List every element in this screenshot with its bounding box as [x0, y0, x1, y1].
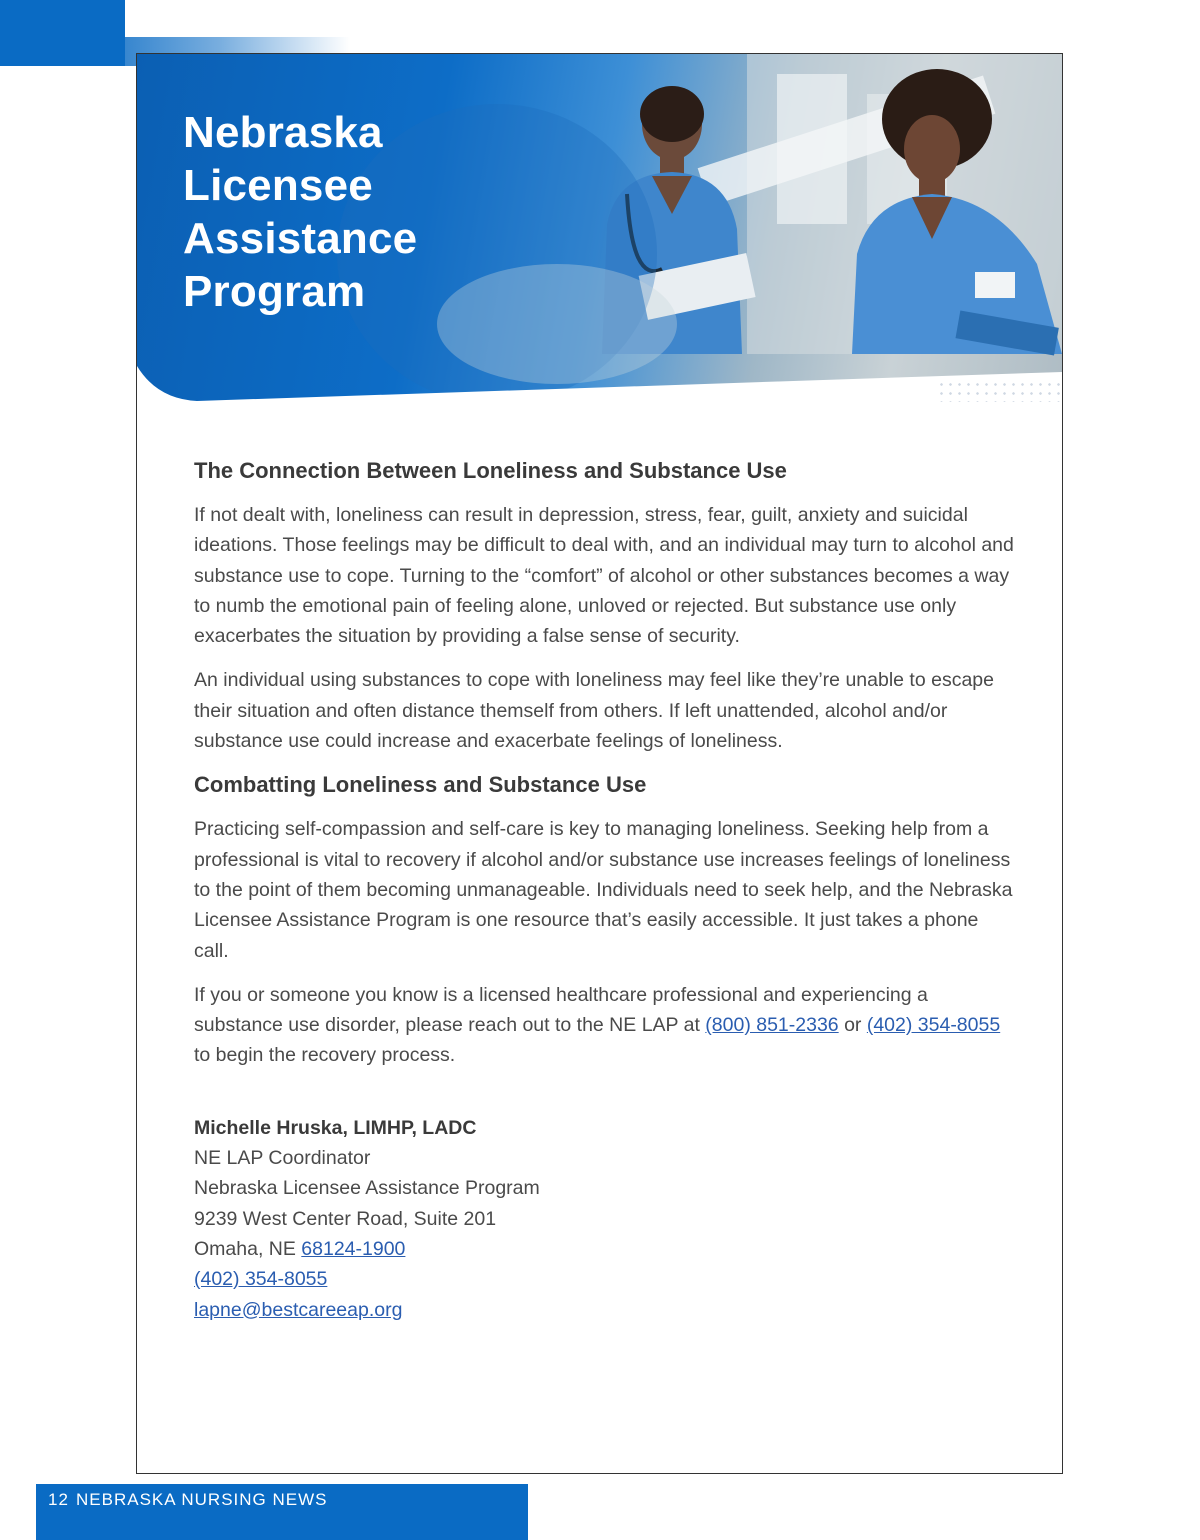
- zip-link[interactable]: 68124-1900: [301, 1237, 406, 1260]
- phone-link-800[interactable]: (800) 851-2336: [705, 1014, 839, 1037]
- hero-banner: [137, 54, 1062, 404]
- signature-email-link[interactable]: lapne@bestcareeap.org: [194, 1298, 403, 1321]
- paragraph-combatting-1: Practicing self-compassion and self-care is key to managing loneliness. Seeking help from a professional is vital to recovery if alcohol and/or substance use increases feelings of loneliness to the point of them becoming unmanageable. Individuals need to seek help, and the Nebraska Licensee Assistance Program is one resource that’s easily accessible. It just takes a phone call.: [194, 818, 1013, 962]
- signature-name: Michelle Hruska, LIMHP, LADC: [194, 1116, 477, 1139]
- article-panel: [136, 53, 1063, 1474]
- title-line-2: Licensee: [183, 161, 373, 210]
- footer-bar: [36, 1484, 528, 1540]
- signature-street: 9239 West Center Road, Suite 201: [194, 1207, 497, 1230]
- title-line-4: Program: [183, 267, 366, 316]
- paragraph-call-to-action: [194, 980, 1014, 1071]
- signature-organization: Nebraska Licensee Assistance Program: [194, 1177, 540, 1200]
- signature-phone-link[interactable]: (402) 354-8055: [194, 1268, 328, 1291]
- signature-block: [194, 1113, 1014, 1325]
- section-heading-combatting: Combatting Loneliness and Substance Use: [194, 772, 647, 798]
- cta-text-between: or: [838, 1014, 867, 1037]
- dot-pattern-decoration: [937, 380, 1062, 402]
- signature-role: NE LAP Coordinator: [194, 1147, 371, 1170]
- phone-link-402[interactable]: (402) 354-8055: [866, 1014, 1001, 1037]
- program-title: [183, 106, 417, 318]
- signature-phone-row: [194, 1264, 1014, 1294]
- paragraph-connection-1: If not dealt with, loneliness can result in depression, stress, fear, guilt, anxiety and suicidal ideations. Those feelings may be difficult to deal with, and an individual may turn to alcohol and substance use to cope. Turning to the “comfort” of alcohol or other substances becomes a way to numb the emotional pain of feeling alone, unloved or rejected. But substance use only exacerbates the situation by providing a false sense of security.: [194, 504, 1014, 648]
- signature-city-text: Omaha, NE: [194, 1237, 302, 1260]
- article-body: [194, 456, 1014, 1325]
- cta-text-before: If you or someone you know is a licensed healthcare professional and experiencing a substance use disorder, please reach out to the NE LAP at: [194, 983, 928, 1037]
- signature-city: [194, 1234, 1014, 1264]
- title-line-3: Assistance: [183, 214, 418, 263]
- paragraph-connection-2: An individual using substances to cope with loneliness may feel like they’re unable to escape their situation and often distance themself from others. If left unattended, alcohol and/or substance use could increase and exacerbate feelings of loneliness.: [194, 669, 994, 753]
- title-line-1: Nebraska: [183, 108, 383, 157]
- cta-text-after: to begin the recovery process.: [194, 1044, 456, 1067]
- section-heading-connection: The Connection Between Loneliness and Substance Use: [194, 458, 787, 483]
- publication-name: NEBRASKA NURSING NEWS: [76, 1490, 328, 1509]
- signature-email-row: [194, 1295, 1014, 1325]
- page-number: 12: [48, 1490, 69, 1509]
